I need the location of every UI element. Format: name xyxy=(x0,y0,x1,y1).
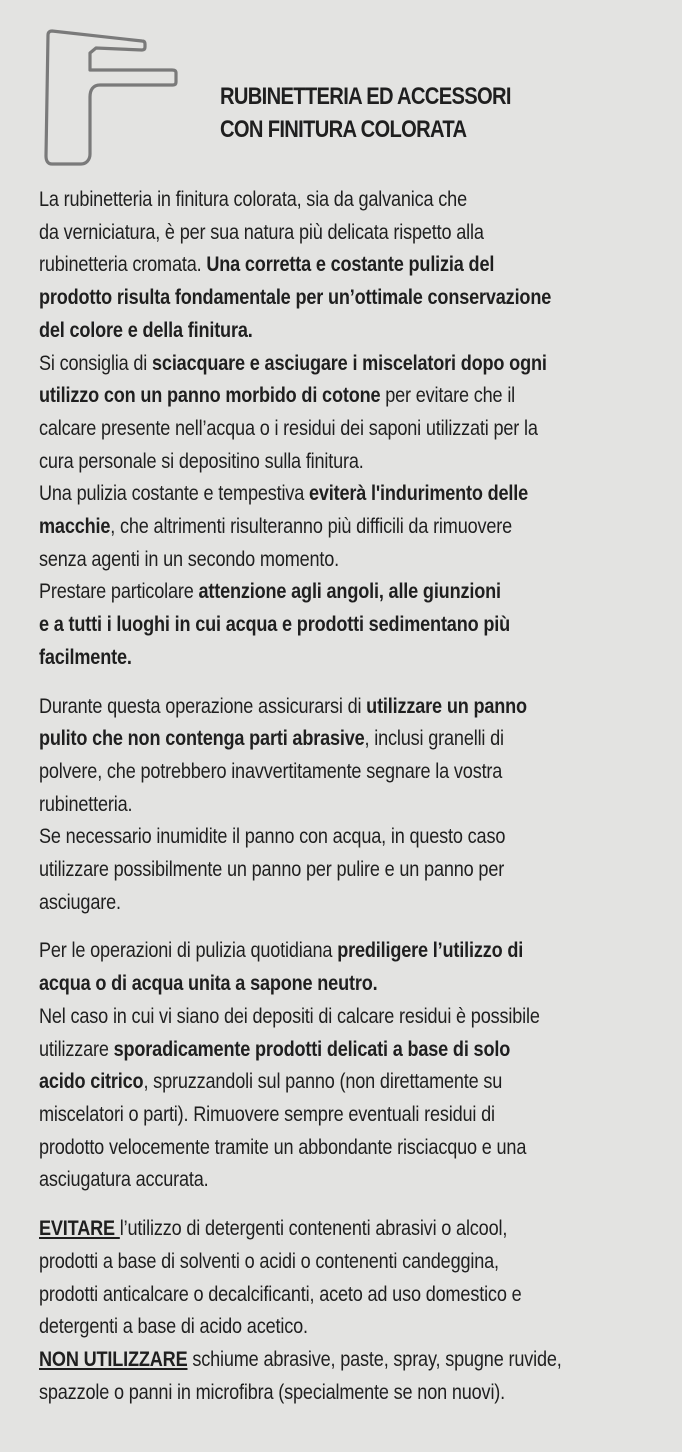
avoid-label: EVITARE xyxy=(39,1216,120,1241)
paragraph: Si consiglia di sciacquare e asciugare i miscelatori dopo ogni utilizzo con un panno morbido di cotone per evitare che il calcare presente nell’acqua o i residui dei saponi utilizzati per la cura personale si depositino sulla finitura. xyxy=(39,350,547,473)
paragraph: La rubinetteria in finitura colorata, sia da galvanica che da verniciatura, è per sua natura più delicata rispetto alla rubinetteria cromata. Una corretta e costante pulizia del prodotto risulta fondamentale per un’ottimale conservazione del colore e della finitura. xyxy=(39,187,552,342)
paragraph: Nel caso in cui vi siano dei depositi di calcare residui è possibile utilizzare sporadicamente prodotti delicati a base di solo acido citrico, spruzzandoli sul panno (non direttamente su miscelatori o parti). Rimuovere sempre eventuali residui di prodotto velocemente tramite un abbondante risciacquo e una asciugatura accurata. xyxy=(39,1003,540,1192)
instructions-body xyxy=(39,183,645,1424)
faucet-icon xyxy=(36,26,181,171)
paragraph: EVITARE l’utilizzo di detergenti contenenti abrasivi o alcool, prodotti a base di solventi o acidi o contenenti candeggina, prodotti anticalcare o decalcificanti, aceto ad uso domestico e detergenti a base di acido acetico. xyxy=(39,1216,522,1339)
do-not-use-label: NON UTILIZZARE xyxy=(39,1346,188,1371)
section-cloth xyxy=(39,690,645,919)
paragraph: Durante questa operazione assicurarsi di utilizzare un panno pulito che non contenga parti abrasive, inclusi granelli di polvere, che potrebbero inavvertitamente segnare la vostra rubinetteria. xyxy=(39,693,527,816)
title-line-2: CON FINITURA COLORATA xyxy=(220,116,467,143)
paragraph: NON UTILIZZARE schiume abrasive, paste, spray, spugne ruvide, spazzole o panni in microfibra (specialmente se non nuovi). xyxy=(39,1346,562,1404)
paragraph: Prestare particolare attenzione agli angoli, alle giunzioni e a tutti i luoghi in cui acqua e prodotti sedimentano più facilmente. xyxy=(39,579,510,669)
paragraph: Una pulizia costante e tempestiva eviterà l'indurimento delle macchie, che altrimenti risulteranno più difficili da rimuovere senza agenti in un secondo momento. xyxy=(39,481,529,571)
section-intro xyxy=(39,183,645,674)
paragraph: Per le operazioni di pulizia quotidiana prediligere l’utilizzo di acqua o di acqua unita a sapone neutro. xyxy=(39,938,524,996)
section-warnings xyxy=(39,1212,645,1408)
page-title xyxy=(220,80,511,146)
title-line-1: RUBINETTERIA ED ACCESSORI xyxy=(220,83,511,110)
paragraph: Se necessario inumidite il panno con acqua, in questo caso utilizzare possibilmente un panno per pulire e un panno per asciugare. xyxy=(39,824,506,914)
section-daily-cleaning xyxy=(39,934,645,1196)
